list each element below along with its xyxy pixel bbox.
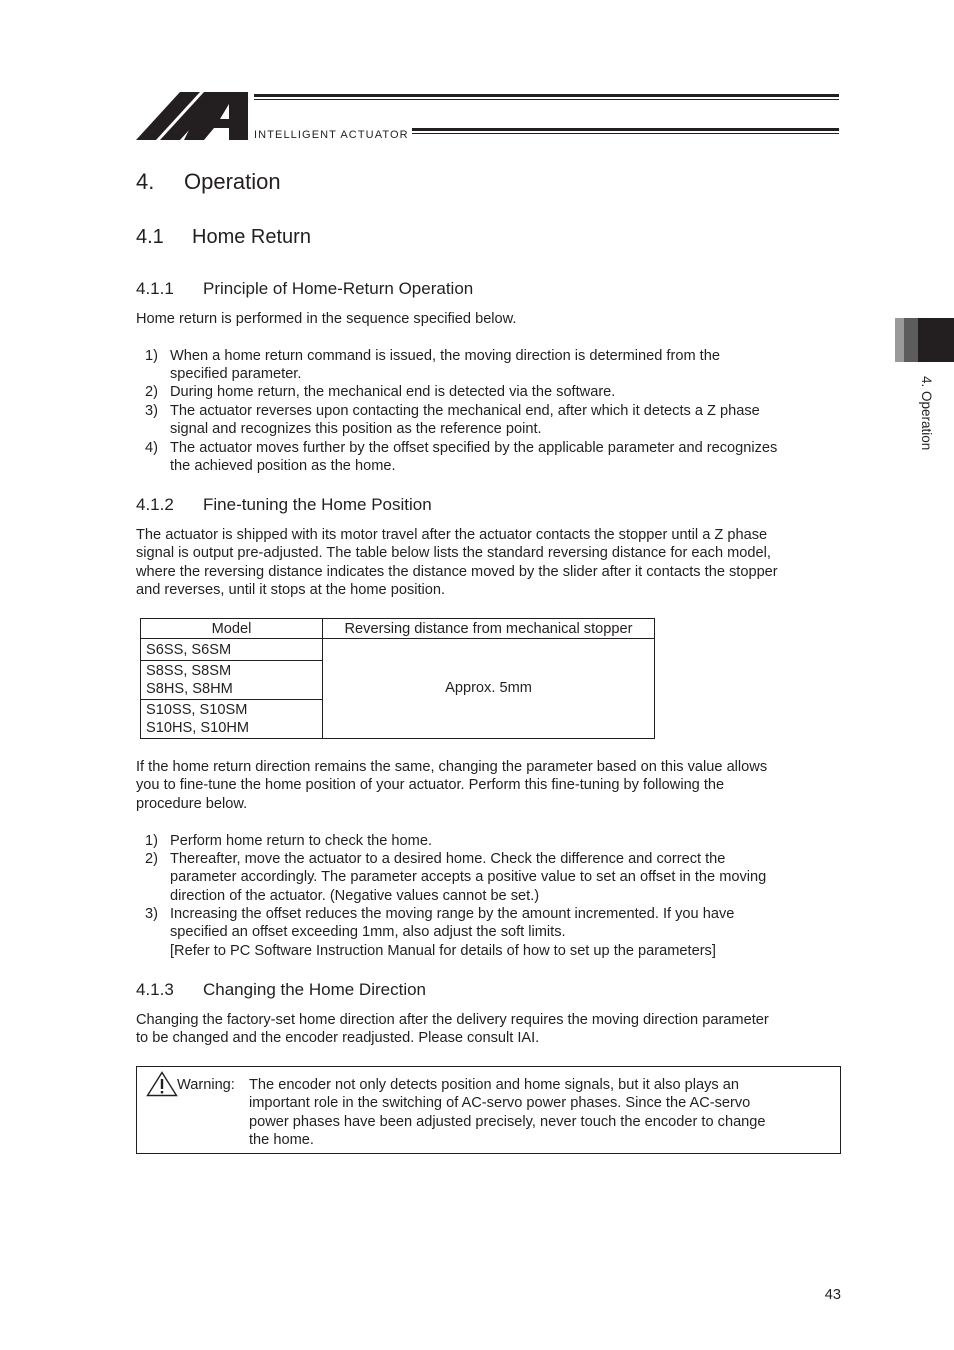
- subsection-heading-4-1-3: [136, 979, 426, 1001]
- list-item: [136, 832, 842, 851]
- list-number: 2): [145, 851, 158, 867]
- table-cell-model: S8SS, S8SM S8HS, S8HM: [146, 663, 233, 697]
- table-header-model: Model: [211, 621, 252, 637]
- list-number: 4): [145, 440, 158, 456]
- paragraph-shipping: The actuator is shipped with its motor travel after the actuator contacts the stopper until a Z phase signal is output pre-adjusted. The table below lists the standard reversing distance for each model, where the reversing distance indicates the distance moved by the slider after it contacts the stopper and reverses, until it stops at the home position.: [136, 527, 778, 599]
- section-number: 4.1: [136, 226, 164, 248]
- chapter-number: 4.: [136, 169, 155, 194]
- list-item: [136, 347, 842, 384]
- table-hline: [141, 660, 322, 661]
- list-number: 1): [145, 833, 158, 849]
- chapter-tab-light: [895, 318, 904, 362]
- chapter-title: Operation: [184, 169, 281, 194]
- list-item: [136, 439, 842, 476]
- paragraph-fine-tune: If the home return direction remains the same, changing the parameter based on this value allows you to fine-tune the home position of your actuator. Perform this fine-tuning by following the procedure below.: [136, 759, 768, 812]
- list-item: [136, 850, 842, 906]
- list-text: The actuator moves further by the offset specified by the applicable parameter and recognizes the achieved position as the home.: [170, 440, 778, 475]
- chapter-tab-label: 4. Operation: [919, 376, 934, 451]
- section-heading: [136, 224, 311, 250]
- header-rule-top-thin: [254, 99, 839, 100]
- list-number: 3): [145, 403, 158, 419]
- list-number: 3): [145, 906, 158, 922]
- header-rule-bottom: [412, 128, 839, 131]
- brand-text: INTELLIGENT ACTUATOR: [254, 129, 409, 141]
- subsection-title: Fine-tuning the Home Position: [203, 495, 432, 514]
- reversing-distance-table: [140, 618, 655, 739]
- paragraph-home-direction: Changing the factory-set home direction after the delivery requires the moving direction parameter to be changed and the encoder readjusted. Please consult IAI.: [136, 1012, 769, 1047]
- list-number: 1): [145, 348, 158, 364]
- table-cell-model: S10SS, S10SM S10HS, S10HM: [146, 702, 250, 736]
- chapter-tab-mid: [904, 318, 918, 362]
- list-item: [136, 402, 842, 439]
- iai-logo: [136, 92, 248, 140]
- subsection-title: Principle of Home-Return Operation: [203, 279, 474, 298]
- list-item: [136, 383, 842, 402]
- list-text: The actuator reverses upon contacting the mechanical end, after which it detects a Z phase signal and recognizes this position as the reference point.: [170, 403, 760, 438]
- subsection-heading-4-1-2: [136, 494, 432, 516]
- list-text: When a home return command is issued, the moving direction is determined from the specified parameter.: [170, 348, 720, 383]
- table-header-distance: Reversing distance from mechanical stopper: [344, 621, 633, 637]
- warning-label: Warning:: [177, 1077, 235, 1093]
- header-rule-bottom-thin: [412, 133, 839, 134]
- list-item: [136, 905, 842, 961]
- list-text: Thereafter, move the actuator to a desired home. Check the difference and correct the parameter accordingly. The parameter accepts a positive value to set an offset in the moving direction of the actuator. (Negative values cannot be set.): [170, 851, 767, 904]
- paragraph-intro: Home return is performed in the sequence specified below.: [136, 311, 517, 327]
- table-hline: [141, 699, 322, 700]
- warning-text: The encoder not only detects position and home signals, but it also plays an important role in the switching of AC-servo power phases. Since the AC-servo power phases have been adjusted precisely, never touch the encoder to change the home.: [249, 1077, 766, 1149]
- subsection-number: 4.1.3: [136, 980, 174, 999]
- page-number: 43: [824, 1287, 841, 1303]
- table-hline: [141, 638, 654, 639]
- warning-triangle-icon: [146, 1071, 178, 1097]
- subsection-heading-4-1-1: [136, 278, 473, 300]
- subsection-number: 4.1.2: [136, 495, 174, 514]
- list-text: During home return, the mechanical end is detected via the software.: [170, 384, 616, 400]
- list-text: Increasing the offset reduces the moving range by the amount incremented. If you have specified an offset exceeding 1mm, also adjust the soft limits. [Refer to PC Software Instruction Manual for details of how to set up the parameters]: [170, 906, 735, 959]
- table-cell-model: S6SS, S6SM: [146, 642, 232, 658]
- section-title: Home Return: [192, 226, 311, 248]
- table-cell-distance: Approx. 5mm: [445, 680, 532, 696]
- header-rule-top: [254, 94, 839, 97]
- list-text: Perform home return to check the home.: [170, 833, 432, 849]
- subsection-number: 4.1.1: [136, 279, 174, 298]
- list-number: 2): [145, 384, 158, 400]
- subsection-title: Changing the Home Direction: [203, 980, 427, 999]
- warning-box: [136, 1066, 841, 1154]
- chapter-heading: [136, 168, 281, 196]
- chapter-tab-dark: [918, 318, 954, 362]
